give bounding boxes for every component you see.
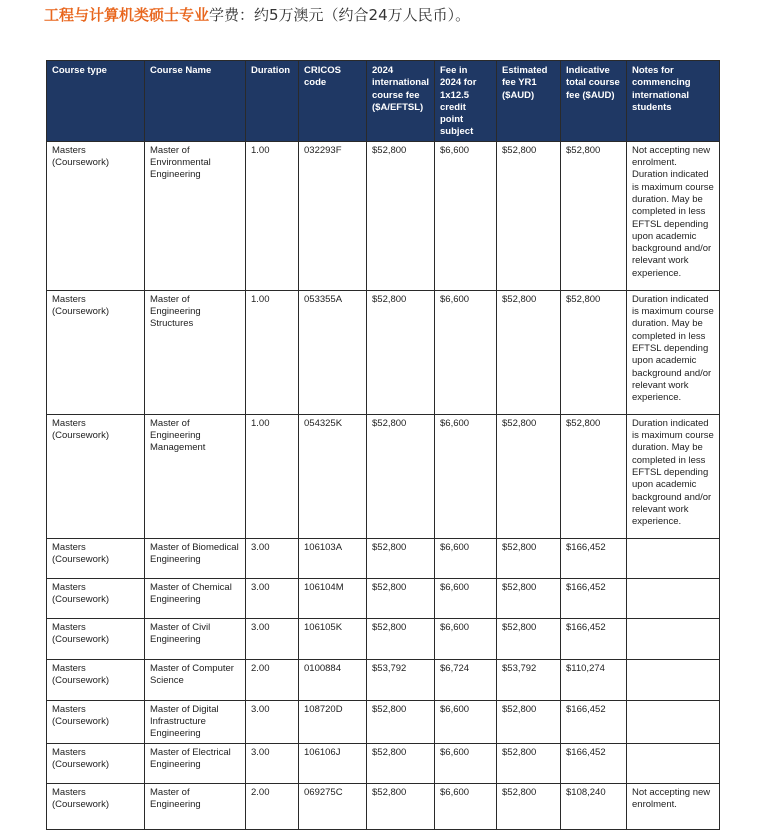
cell-total-course-fee: $166,452: [561, 700, 627, 743]
cell-cricos-code: 106104M: [299, 578, 367, 618]
cell-subject-fee: $6,600: [435, 578, 497, 618]
cell-international-fee: $52,800: [367, 141, 435, 290]
cell-subject-fee: $6,600: [435, 618, 497, 659]
cell-subject-fee: $6,600: [435, 538, 497, 578]
cell-international-fee: $52,800: [367, 783, 435, 829]
cell-subject-fee: $6,600: [435, 700, 497, 743]
cell-total-course-fee: $166,452: [561, 578, 627, 618]
cell-cricos-code: 108720D: [299, 700, 367, 743]
cell-course-name: Master of Engineering: [145, 783, 246, 829]
cell-total-course-fee: $108,240: [561, 783, 627, 829]
fee-table: [46, 60, 720, 830]
table-row: [47, 743, 720, 783]
col-header-duration: Duration: [246, 61, 299, 142]
cell-subject-fee: $6,600: [435, 290, 497, 414]
heading-highlight: 工程与计算机类硕士专业: [44, 6, 210, 24]
cell-course-name: Master of Electrical Engineering: [145, 743, 246, 783]
col-header-course-type: Course type: [47, 61, 145, 142]
cell-cricos-code: 054325K: [299, 414, 367, 538]
col-header-course-name: Course Name: [145, 61, 246, 142]
cell-total-course-fee: $110,274: [561, 659, 627, 700]
cell-course-name: Master of Environmental Engineering: [145, 141, 246, 290]
cell-course-type: Masters (Coursework): [47, 659, 145, 700]
cell-course-name: Master of Engineering Structures: [145, 290, 246, 414]
cell-cricos-code: 069275C: [299, 783, 367, 829]
cell-course-type: Masters (Coursework): [47, 578, 145, 618]
table-row: [47, 141, 720, 290]
cell-international-fee: $52,800: [367, 578, 435, 618]
cell-notes: [627, 659, 720, 700]
cell-total-course-fee: $166,452: [561, 618, 627, 659]
cell-duration: 1.00: [246, 141, 299, 290]
cell-international-fee: $52,800: [367, 414, 435, 538]
cell-estimated-fee-yr1: $52,800: [497, 700, 561, 743]
cell-estimated-fee-yr1: $52,800: [497, 538, 561, 578]
cell-estimated-fee-yr1: $52,800: [497, 783, 561, 829]
cell-estimated-fee-yr1: $52,800: [497, 578, 561, 618]
cell-estimated-fee-yr1: $53,792: [497, 659, 561, 700]
cell-notes: Duration indicated is maximum course duration. May be completed in less EFTSL depending upon academic background and/or relevant work experience.: [627, 414, 720, 538]
cell-international-fee: $53,792: [367, 659, 435, 700]
cell-subject-fee: $6,600: [435, 414, 497, 538]
cell-course-name: Master of Civil Engineering: [145, 618, 246, 659]
col-header-subject-fee: Fee in 2024 for 1x12.5 credit point subject: [435, 61, 497, 142]
cell-notes: [627, 578, 720, 618]
cell-duration: 3.00: [246, 743, 299, 783]
table-row: [47, 414, 720, 538]
cell-course-type: Masters (Coursework): [47, 414, 145, 538]
cell-course-type: Masters (Coursework): [47, 618, 145, 659]
cell-duration: 3.00: [246, 538, 299, 578]
cell-international-fee: $52,800: [367, 700, 435, 743]
col-header-international-fee: 2024 international course fee ($A/EFTSL): [367, 61, 435, 142]
table-row: [47, 578, 720, 618]
cell-course-name: Master of Digital Infrastructure Engineering: [145, 700, 246, 743]
table-row: [47, 783, 720, 829]
cell-total-course-fee: $52,800: [561, 414, 627, 538]
cell-course-type: Masters (Coursework): [47, 743, 145, 783]
cell-subject-fee: $6,600: [435, 141, 497, 290]
col-header-total-course-fee: Indicative total course fee ($AUD): [561, 61, 627, 142]
cell-duration: 3.00: [246, 700, 299, 743]
cell-duration: 1.00: [246, 414, 299, 538]
table-row: [47, 538, 720, 578]
cell-course-name: Master of Chemical Engineering: [145, 578, 246, 618]
cell-estimated-fee-yr1: $52,800: [497, 414, 561, 538]
page-heading: [44, 5, 470, 25]
cell-course-name: Master of Engineering Management: [145, 414, 246, 538]
cell-total-course-fee: $52,800: [561, 290, 627, 414]
cell-course-name: Master of Biomedical Engineering: [145, 538, 246, 578]
table-row: [47, 618, 720, 659]
cell-cricos-code: 032293F: [299, 141, 367, 290]
cell-course-type: Masters (Coursework): [47, 700, 145, 743]
cell-cricos-code: 0100884: [299, 659, 367, 700]
cell-total-course-fee: $52,800: [561, 141, 627, 290]
col-header-notes: Notes for commencing international students: [627, 61, 720, 142]
table-row: [47, 700, 720, 743]
cell-cricos-code: 106105K: [299, 618, 367, 659]
cell-notes: Not accepting new enrolment.: [627, 783, 720, 829]
cell-notes: [627, 538, 720, 578]
cell-duration: 2.00: [246, 783, 299, 829]
cell-notes: Duration indicated is maximum course duration. May be completed in less EFTSL depending upon academic background and/or relevant work experience.: [627, 290, 720, 414]
cell-duration: 2.00: [246, 659, 299, 700]
cell-cricos-code: 053355A: [299, 290, 367, 414]
cell-notes: [627, 743, 720, 783]
cell-subject-fee: $6,600: [435, 783, 497, 829]
cell-course-type: Masters (Coursework): [47, 783, 145, 829]
cell-notes: [627, 700, 720, 743]
cell-subject-fee: $6,600: [435, 743, 497, 783]
cell-total-course-fee: $166,452: [561, 743, 627, 783]
cell-duration: 3.00: [246, 618, 299, 659]
col-header-estimated-fee-yr1: Estimated fee YR1 ($AUD): [497, 61, 561, 142]
cell-estimated-fee-yr1: $52,800: [497, 743, 561, 783]
table-row: [47, 659, 720, 700]
cell-subject-fee: $6,724: [435, 659, 497, 700]
cell-estimated-fee-yr1: $52,800: [497, 141, 561, 290]
cell-notes: Not accepting new enrolment. Duration indicated is maximum course duration. May be completed in less EFTSL depending upon academic background and/or relevant work experience.: [627, 141, 720, 290]
cell-international-fee: $52,800: [367, 538, 435, 578]
col-header-cricos-code: CRICOS code: [299, 61, 367, 142]
cell-course-name: Master of Computer Science: [145, 659, 246, 700]
cell-notes: [627, 618, 720, 659]
header-row: [47, 61, 720, 142]
cell-international-fee: $52,800: [367, 743, 435, 783]
cell-total-course-fee: $166,452: [561, 538, 627, 578]
cell-duration: 3.00: [246, 578, 299, 618]
cell-estimated-fee-yr1: $52,800: [497, 618, 561, 659]
cell-cricos-code: 106103A: [299, 538, 367, 578]
table-row: [47, 290, 720, 414]
cell-estimated-fee-yr1: $52,800: [497, 290, 561, 414]
cell-course-type: Masters (Coursework): [47, 538, 145, 578]
cell-international-fee: $52,800: [367, 290, 435, 414]
cell-duration: 1.00: [246, 290, 299, 414]
cell-cricos-code: 106106J: [299, 743, 367, 783]
heading-rest: 学费：约5万澳元（约合24万人民币）。: [209, 6, 471, 24]
cell-course-type: Masters (Coursework): [47, 141, 145, 290]
cell-international-fee: $52,800: [367, 618, 435, 659]
cell-course-type: Masters (Coursework): [47, 290, 145, 414]
